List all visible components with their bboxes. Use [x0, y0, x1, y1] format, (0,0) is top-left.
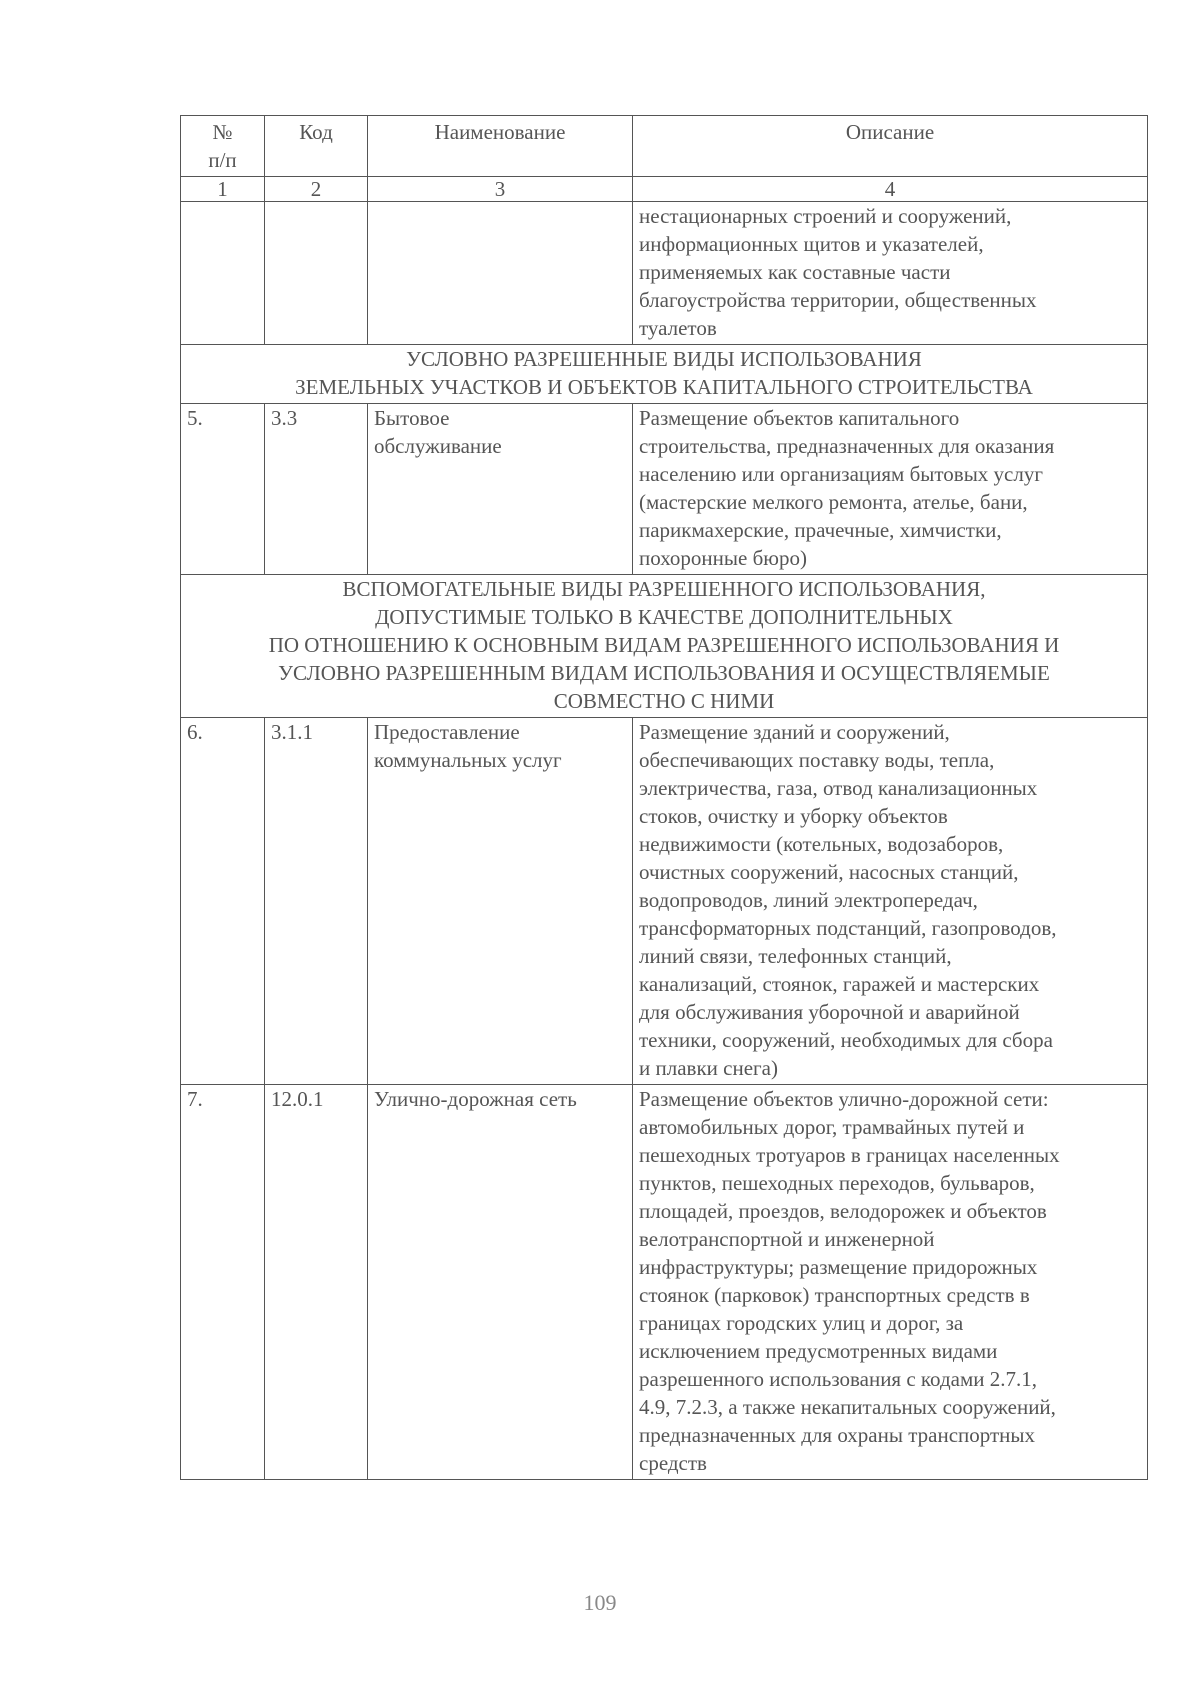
- text-line: строительства, предназначенных для оказания: [639, 434, 1055, 458]
- text-line: предназначенных для охраны транспортных: [639, 1423, 1036, 1447]
- section-title-conditional: [181, 345, 1148, 404]
- text-line: Размещение зданий и сооружений,: [639, 720, 950, 744]
- header-name: Наименование: [368, 116, 633, 177]
- row-description-cell: [633, 1085, 1148, 1480]
- row-name-cell: [368, 404, 633, 575]
- text-line: благоустройства территории, общественных: [639, 288, 1037, 312]
- text-line: пешеходных тротуаров в границах населенных: [639, 1143, 1060, 1167]
- row-name-cell: Улично-дорожная сеть: [368, 1085, 633, 1480]
- header-description: Описание: [633, 116, 1148, 177]
- text-line: нестационарных строений и сооружений,: [639, 204, 1012, 228]
- row-number-cell: 5.: [181, 404, 265, 575]
- column-index-cell: 2: [265, 177, 368, 202]
- text-line: инфраструктуры; размещение придорожных: [639, 1255, 1038, 1279]
- text-line: электричества, газа, отвод канализационных: [639, 776, 1038, 800]
- text-line: применяемых как составные части: [639, 260, 951, 284]
- text-line: границах городских улиц и дорог, за: [639, 1311, 964, 1335]
- text-line: туалетов: [639, 316, 717, 340]
- text-line: исключением предусмотренных видами: [639, 1339, 998, 1363]
- text-line: обеспечивающих поставку воды, тепла,: [639, 748, 995, 772]
- section-header-conditional: [181, 345, 1148, 404]
- row-number-cell: [181, 202, 265, 345]
- header-number-label: № п/п: [208, 120, 237, 172]
- text-line: канализаций, стоянок, гаражей и мастерских: [639, 972, 1040, 996]
- row-code-cell: 3.1.1: [265, 718, 368, 1085]
- text-line: СОВМЕСТНО С НИМИ: [553, 689, 775, 713]
- table-row: [181, 1085, 1148, 1480]
- text-line: водопроводов, линий электропередач,: [639, 888, 978, 912]
- text-line: недвижимости (котельных, водозаборов,: [639, 832, 1004, 856]
- column-index-cell: 1: [181, 177, 265, 202]
- text-line: ВСПОМОГАТЕЛЬНЫЕ ВИДЫ РАЗРЕШЕННОГО ИСПОЛЬЗОВАНИЯ,: [342, 577, 986, 601]
- row-name-text: Предоставление коммунальных услуг: [374, 720, 562, 772]
- text-line: информационных щитов и указателей,: [639, 232, 984, 256]
- header-number: [181, 116, 265, 177]
- table-row: [181, 404, 1148, 575]
- text-line: очистных сооружений, насосных станций,: [639, 860, 1019, 884]
- text-line: и плавки снега): [639, 1056, 778, 1080]
- table-row: [181, 718, 1148, 1085]
- section-header-auxiliary: [181, 575, 1148, 718]
- text-line: стоков, очистку и уборку объектов: [639, 804, 948, 828]
- land-use-table: [180, 115, 1148, 1480]
- column-index-cell: 4: [633, 177, 1148, 202]
- text-line: ЗЕМЕЛЬНЫХ УЧАСТКОВ И ОБЪЕКТОВ КАПИТАЛЬНОГО СТРОИТЕЛЬСТВА: [295, 375, 1033, 399]
- text-line: техники, сооружений, необходимых для сбора: [639, 1028, 1053, 1052]
- table-header-row: [181, 116, 1148, 177]
- column-index-cell: 3: [368, 177, 633, 202]
- text-line: площадей, проездов, велодорожек и объектов: [639, 1199, 1047, 1223]
- text-line: для обслуживания уборочной и аварийной: [639, 1000, 1020, 1024]
- text-line: (мастерские мелкого ремонта, ателье, бани,: [639, 490, 1028, 514]
- row-description-cell: [633, 202, 1148, 345]
- text-line: автомобильных дорог, трамвайных путей и: [639, 1115, 1025, 1139]
- section-title-auxiliary: [181, 575, 1148, 718]
- row-description-cell: [633, 718, 1148, 1085]
- text-line: линий связи, телефонных станций,: [639, 944, 952, 968]
- text-line: УСЛОВНО РАЗРЕШЕННЫЕ ВИДЫ ИСПОЛЬЗОВАНИЯ: [406, 347, 922, 371]
- text-line: средств: [639, 1451, 707, 1475]
- row-description-cell: [633, 404, 1148, 575]
- row-number-cell: 6.: [181, 718, 265, 1085]
- text-line: трансформаторных подстанций, газопроводов,: [639, 916, 1057, 940]
- text-line: Размещение объектов улично-дорожной сети:: [639, 1087, 1049, 1111]
- row-name-text: Бытовое обслуживание: [374, 406, 502, 458]
- row-code-cell: 12.0.1: [265, 1085, 368, 1480]
- text-line: похоронные бюро): [639, 546, 807, 570]
- row-number-cell: 7.: [181, 1085, 265, 1480]
- text-line: пунктов, пешеходных переходов, бульваров,: [639, 1171, 1035, 1195]
- text-line: парикмахерские, прачечные, химчистки,: [639, 518, 1002, 542]
- row-code-cell: [265, 202, 368, 345]
- header-code: Код: [265, 116, 368, 177]
- row-name-cell: [368, 718, 633, 1085]
- text-line: стоянок (парковок) транспортных средств в: [639, 1283, 1030, 1307]
- text-line: населению или организациям бытовых услуг: [639, 462, 1043, 486]
- text-line: Размещение объектов капитального: [639, 406, 960, 430]
- page-number: 109: [583, 1590, 617, 1615]
- text-line: ПО ОТНОШЕНИЮ К ОСНОВНЫМ ВИДАМ РАЗРЕШЕННОГО ИСПОЛЬЗОВАНИЯ И: [268, 633, 1060, 657]
- text-line: разрешенного использования с кодами 2.7.1,: [639, 1367, 1037, 1391]
- row-code-cell: 3.3: [265, 404, 368, 575]
- column-index-row: [181, 177, 1148, 202]
- text-line: велотранспортной и инженерной: [639, 1227, 935, 1251]
- row-name-cell: [368, 202, 633, 345]
- text-line: ДОПУСТИМЫЕ ТОЛЬКО В КАЧЕСТВЕ ДОПОЛНИТЕЛЬНЫХ: [375, 605, 953, 629]
- table-row-continuation: [181, 202, 1148, 345]
- text-line: 4.9, 7.2.3, а также некапитальных сооружений,: [639, 1395, 1056, 1419]
- text-line: УСЛОВНО РАЗРЕШЕННЫМ ВИДАМ ИСПОЛЬЗОВАНИЯ И ОСУЩЕСТВЛЯЕМЫЕ: [278, 661, 1050, 685]
